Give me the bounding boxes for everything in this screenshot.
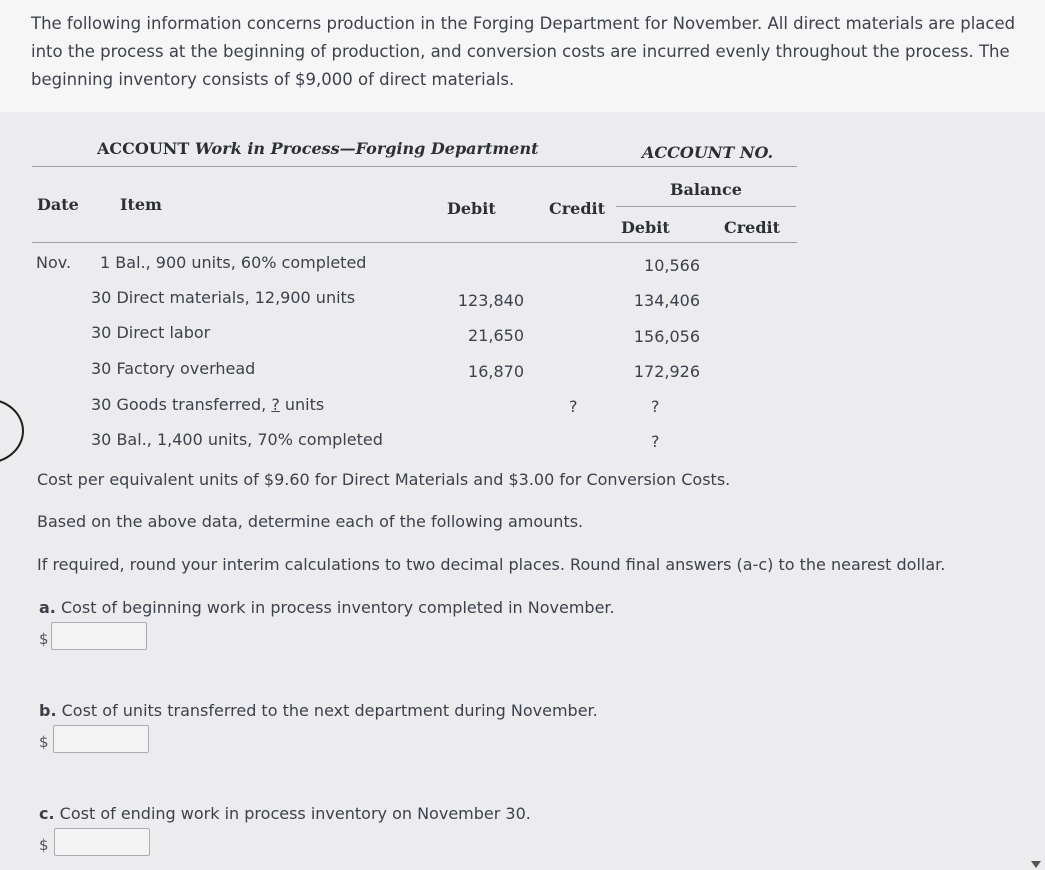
scroll-down-icon[interactable] (1031, 861, 1041, 868)
account-no-label: ACCOUNT NO. (642, 143, 774, 162)
currency-symbol: $ (39, 733, 49, 751)
ledger-row-6 (91, 430, 383, 449)
question-letter: b. (39, 701, 57, 720)
intro-panel (0, 0, 1045, 112)
question-b (39, 701, 598, 720)
row-day: 1 (100, 253, 111, 272)
row-item-unknown: ? (271, 395, 280, 414)
ledger-row-2 (91, 288, 355, 307)
row-1-balance-debit: 10,566 (644, 256, 700, 275)
row-item: Bal., 900 units, 60% completed (115, 253, 367, 272)
row-2-debit: 123,840 (457, 291, 524, 310)
row-4-debit: 16,870 (468, 362, 524, 381)
row-2-balance-debit: 134,406 (633, 291, 700, 310)
row-item-pre: Goods transferred, (116, 395, 272, 414)
currency-symbol: $ (39, 630, 49, 648)
question-a (39, 598, 615, 617)
column-header-rule (32, 242, 797, 243)
ledger-row-5 (91, 395, 324, 414)
account-title (97, 139, 538, 158)
row-day: 30 (91, 359, 112, 378)
col-balance-debit: Debit (621, 218, 670, 237)
answer-input-b[interactable] (53, 725, 149, 753)
instruction-text: Based on the above data, determine each of the following amounts. (37, 512, 584, 531)
row-4-balance-debit: 172,926 (633, 362, 700, 381)
cost-note: Cost per equivalent units of $9.60 for Direct Materials and $3.00 for Conversion Costs. (37, 470, 731, 489)
question-letter: a. (39, 598, 56, 617)
col-credit: Credit (549, 199, 605, 218)
row-3-debit: 21,650 (468, 326, 524, 345)
question-text: Cost of beginning work in process inventory completed in November. (60, 598, 615, 617)
month-label: Nov. (36, 253, 72, 272)
row-item: Bal., 1,400 units, 70% completed (116, 430, 383, 449)
header-rule (32, 166, 797, 167)
balance-rule (616, 206, 796, 207)
row-3-balance-debit: 156,056 (633, 327, 700, 346)
rounding-note: If required, round your interim calculations to two decimal places. Round final answers (a-c) to the nearest dollar. (37, 555, 946, 574)
question-text: Cost of ending work in process inventory on November 30. (59, 804, 531, 823)
ledger-row-4 (91, 359, 255, 378)
account-prefix: ACCOUNT (97, 139, 190, 158)
row-day: 30 (91, 288, 112, 307)
row-5-credit: ? (569, 397, 578, 416)
row-day: 30 (91, 323, 112, 342)
answer-input-c[interactable] (54, 828, 150, 856)
question-c (39, 804, 531, 823)
row-5-balance-debit: ? (651, 397, 660, 416)
row-item: Direct labor (116, 323, 211, 342)
currency-symbol: $ (39, 836, 49, 854)
cursor-circle-icon (0, 398, 24, 464)
account-name: Work in Process—Forging Department (194, 139, 539, 158)
col-debit: Debit (447, 199, 496, 218)
col-date: Date (37, 195, 79, 214)
row-6-balance-debit: ? (651, 432, 660, 451)
row-item-post: units (279, 395, 325, 414)
col-item: Item (120, 195, 162, 214)
row-item: Factory overhead (116, 359, 256, 378)
col-balance-credit: Credit (724, 218, 780, 237)
col-balance: Balance (670, 180, 742, 199)
question-text: Cost of units transferred to the next department during November. (61, 701, 598, 720)
ledger-row-1 (100, 253, 366, 272)
answer-input-a[interactable] (51, 622, 147, 650)
row-item: Direct materials, 12,900 units (116, 288, 356, 307)
ledger-row-3 (91, 323, 210, 342)
row-day: 30 (91, 395, 112, 414)
intro-text: The following information concerns production in the Forging Department for November. All direct materials are placed into the process at the beginning of production, and conversion costs are incurred evenly throughout the process. The beginning inventory consists of $9,000 of direct materials. (31, 14, 1016, 89)
question-letter: c. (39, 804, 55, 823)
row-day: 30 (91, 430, 112, 449)
